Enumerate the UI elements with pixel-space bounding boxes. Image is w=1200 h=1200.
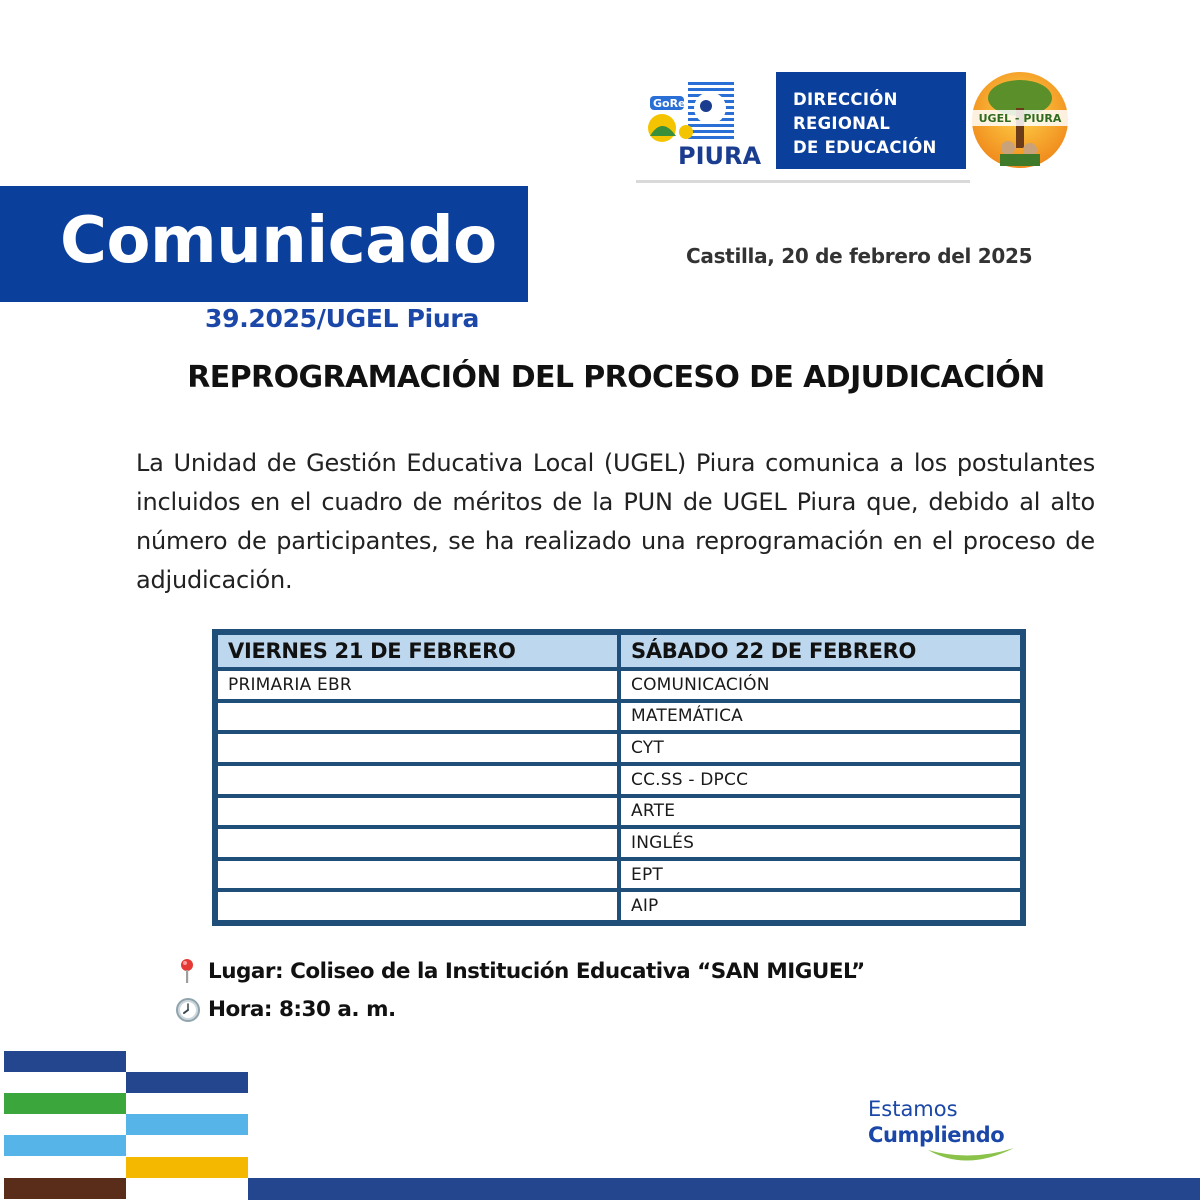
stripe-navy-left	[4, 1051, 126, 1072]
ugel-logo-text: UGEL - PIURA	[978, 112, 1062, 125]
dre-line-3: DE EDUCACIÓN	[793, 138, 937, 157]
friday-cell	[216, 764, 619, 796]
table-header-row	[216, 633, 1022, 669]
saturday-cell: MATEMÁTICA	[619, 701, 1022, 733]
friday-cell	[216, 796, 619, 828]
header-friday: VIERNES 21 DE FEBRERO	[216, 633, 619, 669]
table-row	[216, 859, 1022, 891]
saturday-cell: INGLÉS	[619, 827, 1022, 859]
table-row	[216, 827, 1022, 859]
ugel-piura-logo	[970, 70, 1070, 170]
friday-cell	[216, 890, 619, 922]
slogan	[868, 1096, 1004, 1148]
saturday-cell: AIP	[619, 890, 1022, 922]
slogan-line-2: Cumpliendo	[868, 1123, 1005, 1147]
gore-piura-logo	[648, 76, 768, 168]
pin-icon	[174, 957, 202, 985]
friday-cell: PRIMARIA EBR	[216, 669, 619, 701]
table-row	[216, 890, 1022, 922]
slogan-line-1: Estamos	[868, 1097, 958, 1121]
header-saturday: SÁBADO 22 DE FEBRERO	[619, 633, 1022, 669]
slogan-swoosh-icon	[926, 1146, 1016, 1168]
stripe-green	[4, 1093, 126, 1114]
body-paragraph: La Unidad de Gestión Educativa Local (UGEL) Piura comunica a los postulantes incluidos en el cuadro de méritos de la PUN de UGEL Piura que, debido al alto número de participantes, se ha realizado una reprogramación en el proceso de adjudicación.	[136, 449, 1095, 594]
place-text: Lugar: Coliseo de la Institución Educativa “SAN MIGUEL”	[208, 958, 865, 984]
stripe-sky-left	[4, 1135, 126, 1156]
place-line	[174, 957, 865, 985]
friday-cell	[216, 701, 619, 733]
stripe-sky-right	[126, 1114, 248, 1135]
friday-cell	[216, 859, 619, 891]
heading: REPROGRAMACIÓN DEL PROCESO DE ADJUDICACIÓN	[187, 360, 1045, 395]
table-row	[216, 732, 1022, 764]
saturday-cell: EPT	[619, 859, 1022, 891]
saturday-cell: COMUNICACIÓN	[619, 669, 1022, 701]
table-row	[216, 701, 1022, 733]
saturday-cell: CYT	[619, 732, 1022, 764]
gore-text: GoRe	[653, 97, 686, 110]
comunicado-title: Comunicado	[60, 204, 497, 278]
saturday-cell: ARTE	[619, 796, 1022, 828]
stripe-brown	[4, 1178, 126, 1199]
schedule-table	[212, 629, 1026, 926]
dre-line-2: REGIONAL	[793, 114, 891, 133]
table-row	[216, 669, 1022, 701]
footer-bar	[248, 1178, 1200, 1200]
dre-logo-box	[776, 72, 966, 169]
comunicado-code: 39.2025/UGEL Piura	[205, 304, 480, 333]
table-row	[216, 764, 1022, 796]
piura-text: PIURA	[678, 142, 762, 168]
time-text: Hora: 8:30 a. m.	[208, 996, 396, 1022]
friday-cell	[216, 732, 619, 764]
saturday-cell: CC.SS - DPCC	[619, 764, 1022, 796]
table-row	[216, 796, 1022, 828]
time-line	[174, 995, 396, 1023]
friday-cell	[216, 827, 619, 859]
stripe-yellow	[126, 1157, 248, 1178]
dre-line-1: DIRECCIÓN	[793, 90, 898, 109]
stripe-navy-right	[126, 1072, 248, 1093]
date-text: Castilla, 20 de febrero del 2025	[686, 244, 1033, 268]
clock-icon	[174, 995, 202, 1023]
